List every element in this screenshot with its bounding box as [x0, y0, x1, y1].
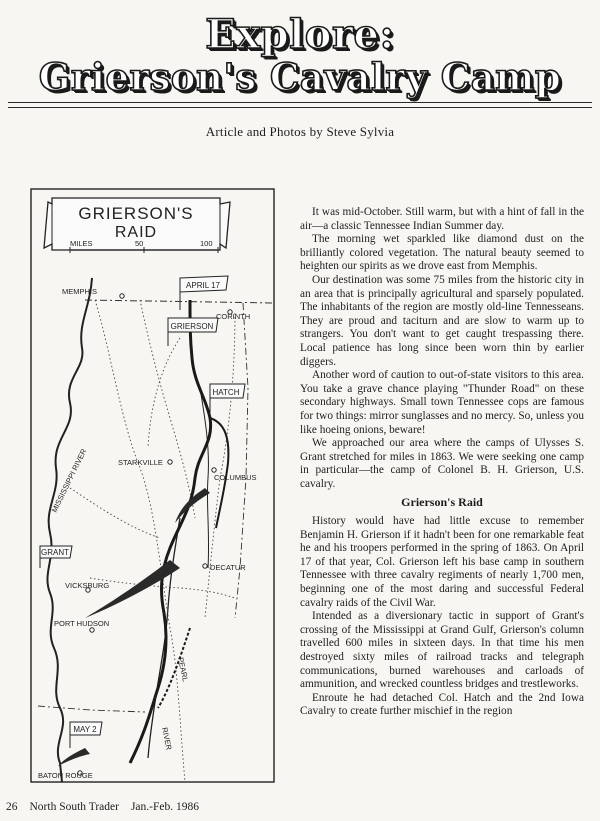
label-mississippi-river: MISSISSIPPI RIVER — [49, 447, 89, 514]
headline-rule-top — [8, 102, 592, 103]
headline-rule-bottom — [8, 107, 592, 108]
label-pearl: PEARL — [176, 656, 190, 683]
flag-may-2 — [70, 722, 102, 748]
scale-label: MILES — [70, 239, 93, 248]
label-starkville: STARKVILLE — [118, 458, 163, 467]
issue-date: Jan.-Feb. 1986 — [130, 801, 199, 813]
publication-name: North South Trader — [29, 801, 119, 813]
svg-text:MAY 2: MAY 2 — [73, 725, 97, 734]
flag-hatch — [210, 384, 245, 416]
page-footer — [6, 801, 211, 813]
raid-route-map — [30, 188, 275, 783]
scale-mid: 50 — [135, 239, 144, 248]
paragraph: Another word of caution to out-of-state visitors to this area. You take a grave chance playing "Thunder Road" on these secondary highways. Small town Tennessee cops are famous for two things: mirror sunglasses and no mercy. So, unless you like hoeing onions, beware! — [300, 369, 584, 436]
label-corinth: CORINTH — [216, 312, 251, 321]
headline-line-2: Grierson's Cavalry Camp — [38, 55, 562, 99]
svg-text:HATCH: HATCH — [212, 388, 240, 397]
page-number: 26 — [6, 801, 18, 813]
route-arrow-3 — [58, 748, 90, 766]
tombigbee-river — [200, 388, 209, 568]
label-decatur: DECATUR — [210, 563, 246, 572]
headline-line-1: Explore: — [205, 11, 395, 58]
svg-text:GRANT: GRANT — [41, 548, 69, 557]
paragraph: Our destination was some 75 miles from the historic city in an area that is principally agricultural and sparsely populated. The inhabitants of the region are mostly old-line Tennesseans. They are proud and taciturn and are slow to warm up to strangers. You don't want to get caught trespassing there. Local patience has long since been worn thin by earlier diggers. — [300, 273, 584, 368]
label-river: RIVER — [160, 726, 174, 751]
paragraph: Intended as a diversionary tactic in support of Grant's crossing of the Mississippi at Grand Gulf, Grierson's column travelled 600 miles in sixteen days. In that time his men destroyed sixty miles of railroad tracks and telegraph communications, burned warehouses and carloads of ammunition, and wrecked countless bridges and trestleworks. — [300, 610, 584, 691]
svg-text:APRIL 17: APRIL 17 — [186, 281, 220, 290]
label-port-hudson: PORT HUDSON — [54, 619, 110, 628]
flag-grierson — [168, 318, 218, 346]
label-vicksburg: VICKSBURG — [65, 581, 110, 590]
state-border-la — [38, 706, 145, 712]
raid-route — [130, 300, 211, 763]
paragraph: Enroute he had detached Col. Hatch and the 2nd Iowa Cavalry to create further mischief in the region — [300, 691, 584, 718]
section-subheading: Grierson's Raid — [401, 495, 483, 510]
paragraph: The morning wet sparkled like diamond dust on the brilliantly colored vegetation. The natural beauty seemed to heighten our spirits as we drove east from Memphis. — [300, 233, 584, 273]
paragraph: We approached our area where the camps of Ulysses S. Grant stretched for miles in 1863. We were seeking one camp in particular—the camp of Colonel B. H. Grierson, U.S. cavalry. — [300, 437, 584, 490]
paragraph: It was mid-October. Still warm, but with a hint of fall in the air—a classic Tennessee Indian Summer day. — [300, 206, 584, 232]
map-title-line-1: GRIERSON'S — [78, 204, 194, 223]
mississippi-river — [47, 278, 92, 782]
label-memphis: MEMPHIS — [62, 287, 98, 296]
label-baton-rouge: BATON ROUGE — [38, 771, 93, 780]
label-columbus: COLUMBUS — [214, 473, 257, 482]
scale-end: 100 — [200, 239, 213, 248]
flag-grant — [40, 546, 72, 568]
article-body — [300, 206, 584, 719]
pearl-river — [148, 518, 180, 758]
map-title-line-2: RAID — [114, 224, 158, 241]
byline: Article and Photos by Steve Sylvia — [205, 124, 395, 139]
flag-april-17 — [180, 276, 228, 310]
paragraph: History would have had little excuse to remember Benjamin H. Grierson if it hadn't been for one remarkable feat he and his troopers performed in the spring of 1863. On April 17 of that year, Col. Grierson left his base camp in southern Tennessee with three cavalry regiments of nearly 1,700 men, beginning one of the most daring and successful Federal cavalry raids of the Civil War. — [300, 515, 584, 609]
svg-text:GRIERSON: GRIERSON — [170, 322, 214, 331]
